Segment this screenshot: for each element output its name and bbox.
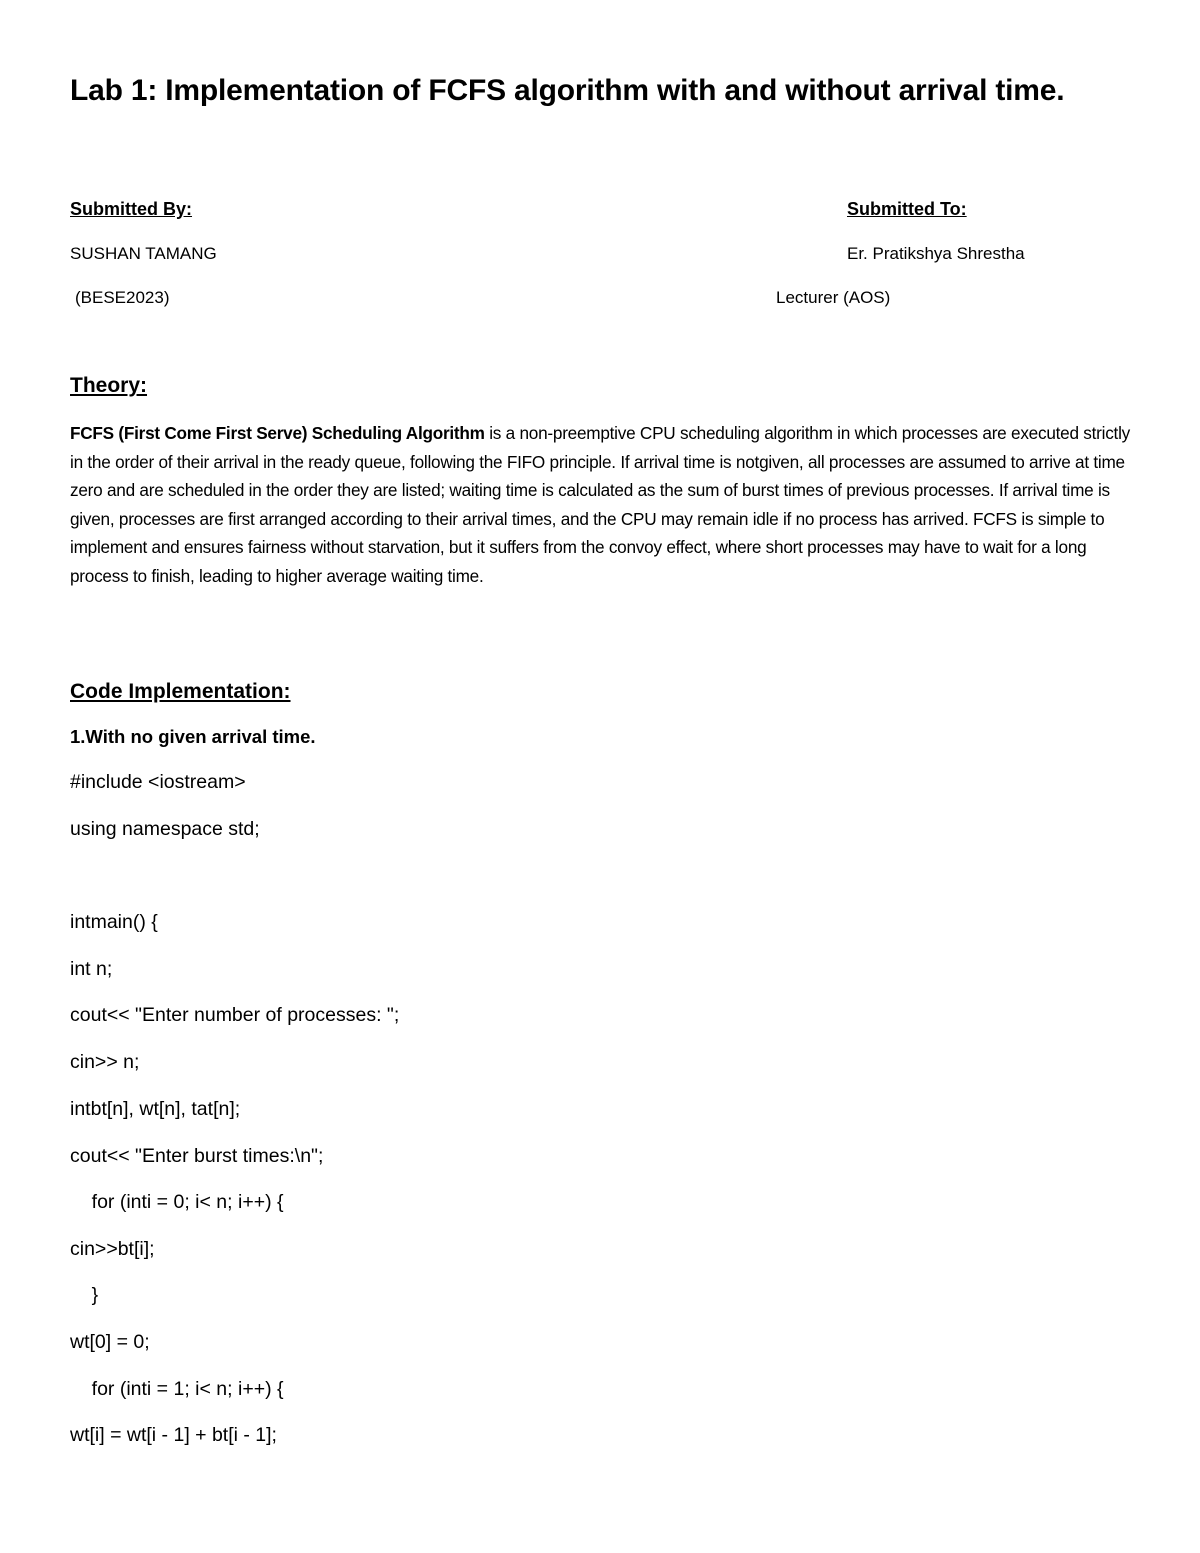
code-heading: Code Implementation: bbox=[70, 680, 291, 703]
theory-paragraph bbox=[70, 419, 1130, 590]
code-line: intmain() { bbox=[70, 911, 158, 933]
submitted-by-label: Submitted By: bbox=[70, 199, 193, 219]
code-line: for (inti = 0; i< n; i++) { bbox=[70, 1191, 284, 1213]
student-name: SUSHAN TAMANG bbox=[70, 244, 217, 263]
code-line: cout<< "Enter number of processes: "; bbox=[70, 1004, 400, 1026]
code-line: int n; bbox=[70, 958, 113, 980]
lecturer-role: Lecturer (AOS) bbox=[776, 288, 891, 307]
code-line: cout<< "Enter burst times:\n"; bbox=[70, 1145, 324, 1167]
student-id: (BESE2023) bbox=[75, 288, 170, 307]
code-line: cin>> n; bbox=[70, 1051, 140, 1073]
code-line: intbt[n], wt[n], tat[n]; bbox=[70, 1098, 241, 1120]
code-line: for (inti = 1; i< n; i++) { bbox=[70, 1378, 284, 1400]
theory-body: is a non-preemptive CPU scheduling algorithm in which processes are executed strictly in the order of their arrival in the ready queue, following the FIFO principle. If arrival time is notgiven, all processes are assumed to arrive at time zero and are scheduled in the order they are listed; waiting time is calculated as the sum of burst times of previous processes. If arrival time is given, processes are first arranged according to their arrival times, and the CPU may remain idle if no process has arrived. FCFS is simple to implement and ensures fairness without starvation, but it suffers from the convoy effect, where short processes may have to wait for a long process to finish, leading to higher average waiting time. bbox=[70, 423, 1130, 586]
code-line: #include <iostream> bbox=[70, 771, 246, 793]
code-line: wt[0] = 0; bbox=[70, 1331, 150, 1353]
code-line: cin>>bt[i]; bbox=[70, 1238, 155, 1260]
submitted-to-label: Submitted To: bbox=[847, 199, 967, 219]
theory-heading: Theory: bbox=[70, 374, 148, 397]
theory-bold-lead: FCFS (First Come First Serve) Scheduling Algorithm bbox=[70, 423, 485, 443]
code-line: using namespace std; bbox=[70, 818, 260, 840]
lecturer-name: Er. Pratikshya Shrestha bbox=[847, 244, 1025, 263]
document-title: Lab 1: Implementation of FCFS algorithm with and without arrival time. bbox=[70, 74, 1065, 107]
code-line: wt[i] = wt[i - 1] + bt[i - 1]; bbox=[70, 1424, 277, 1446]
code-line: } bbox=[70, 1284, 99, 1306]
code-subheading: 1.With no given arrival time. bbox=[70, 726, 316, 747]
